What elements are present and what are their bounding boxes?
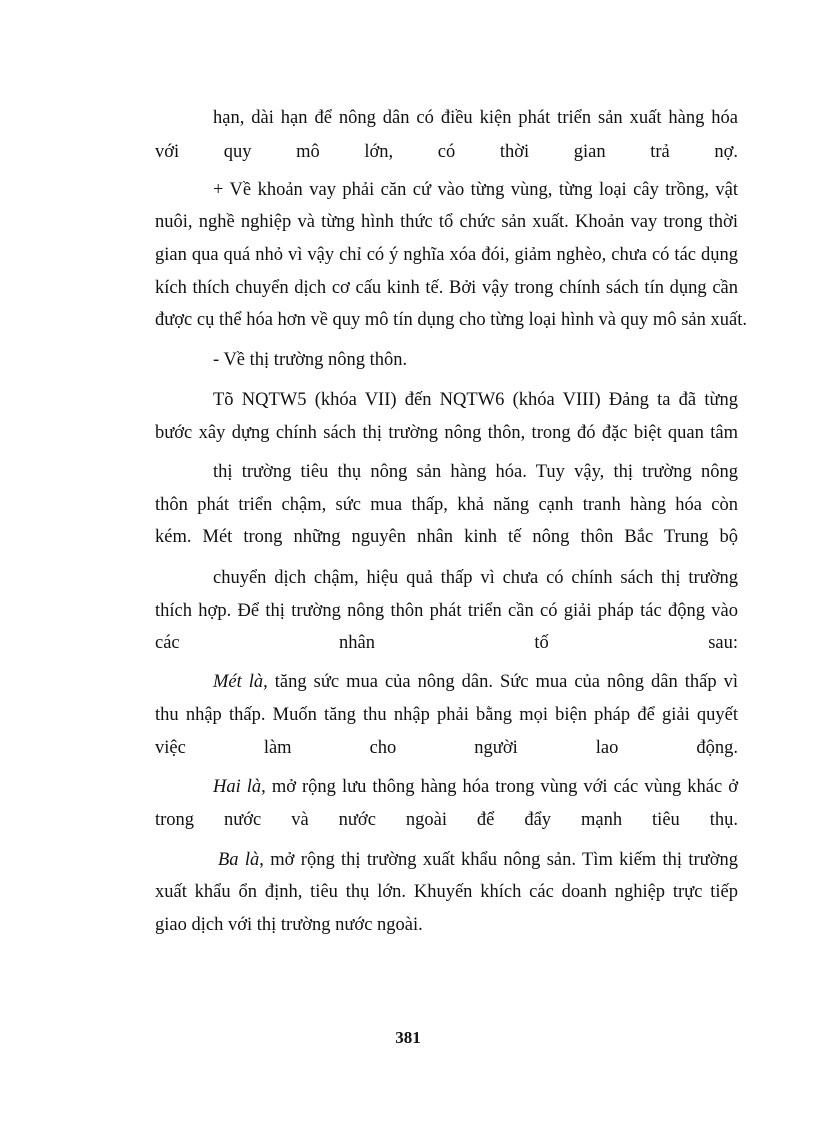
text-line: với quy mô lớn, có thời gian trả nợ. [155,142,738,162]
text-line: được cụ thể hóa hơn về quy mô tín dụng cho từng loại hình và quy mô sản xuất. [155,310,747,330]
text-line: bước xây dựng chính sách thị trường nông thôn, trong đó đặc biệt quan tâm [155,423,738,443]
page-number: 381 [395,1028,421,1047]
text-line: xuất khẩu ổn định, tiêu thụ lớn. Khuyến khích các doanh nghiệp trực tiếp [155,882,738,902]
text-line: giao dịch với thị trường nước ngoài. [155,915,423,935]
section-heading: - Về thị trường nông thôn. [213,350,408,370]
point-three-line [218,848,738,872]
text-line: kích thích chuyển dịch cơ cấu kinh tế. Bởi vậy trong chính sách tín dụng cần [155,278,738,298]
point-three-text: , mở rộng thị trường xuất khẩu nông sản. Tìm kiếm thị trường [259,850,738,870]
text-line: thích hợp. Để thị trường nông thôn phát triển cần có giải pháp tác động vào [155,601,738,621]
point-two-text: , mở rộng lưu thông hàng hóa trong vùng với các vùng khác ở [261,777,739,797]
point-two-lead: Hai là [213,777,262,797]
text-line: trong nước và nước ngoài để đẩy mạnh tiêu thụ. [155,810,738,830]
text-line: Tõ NQTW5 (khóa VII) đến NQTW6 (khóa VIII) Đảng ta đã từng [213,390,738,410]
text-line: các nhân tố sau: [155,633,738,653]
text-line: + Về khoản vay phải căn cứ vào từng vùng, từng loại cây trồng, vật [213,180,738,200]
point-one-lead: Mét là [213,672,264,692]
text-line: thôn phát triển chậm, sức mua thấp, khả năng cạnh tranh hàng hóa còn [155,495,738,515]
text-line: hạn, dài hạn để nông dân có điều kiện phát triển sản xuất hàng hóa [213,108,738,128]
point-three-lead: Ba là [218,850,260,870]
point-two-line [213,775,738,799]
text-line: thu nhập thấp. Muốn tăng thu nhập phải bằng mọi biện pháp để giải quyết [155,705,738,725]
text-line: gian qua quá nhỏ vì vậy chỉ có ý nghĩa xóa đói, giảm nghèo, chưa có tác dụng [155,245,738,265]
point-one-text: , tăng sức mua của nông dân. Sức mua của nông dân thấp vì [263,672,738,692]
text-line: nuôi, nghề nghiệp và từng hình thức tổ chức sản xuất. Khoản vay trong thời [155,212,738,232]
text-line: chuyển dịch chậm, hiệu quả thấp vì chưa có chính sách thị trường [213,568,738,588]
text-line: kém. Mét trong những nguyên nhân kinh tế nông thôn Bắc Trung bộ [155,527,738,547]
point-one-line [213,670,738,694]
text-line: việc làm cho người lao động. [155,738,738,758]
text-line: thị trường tiêu thụ nông sản hàng hóa. Tuy vậy, thị trường nông [213,462,738,482]
